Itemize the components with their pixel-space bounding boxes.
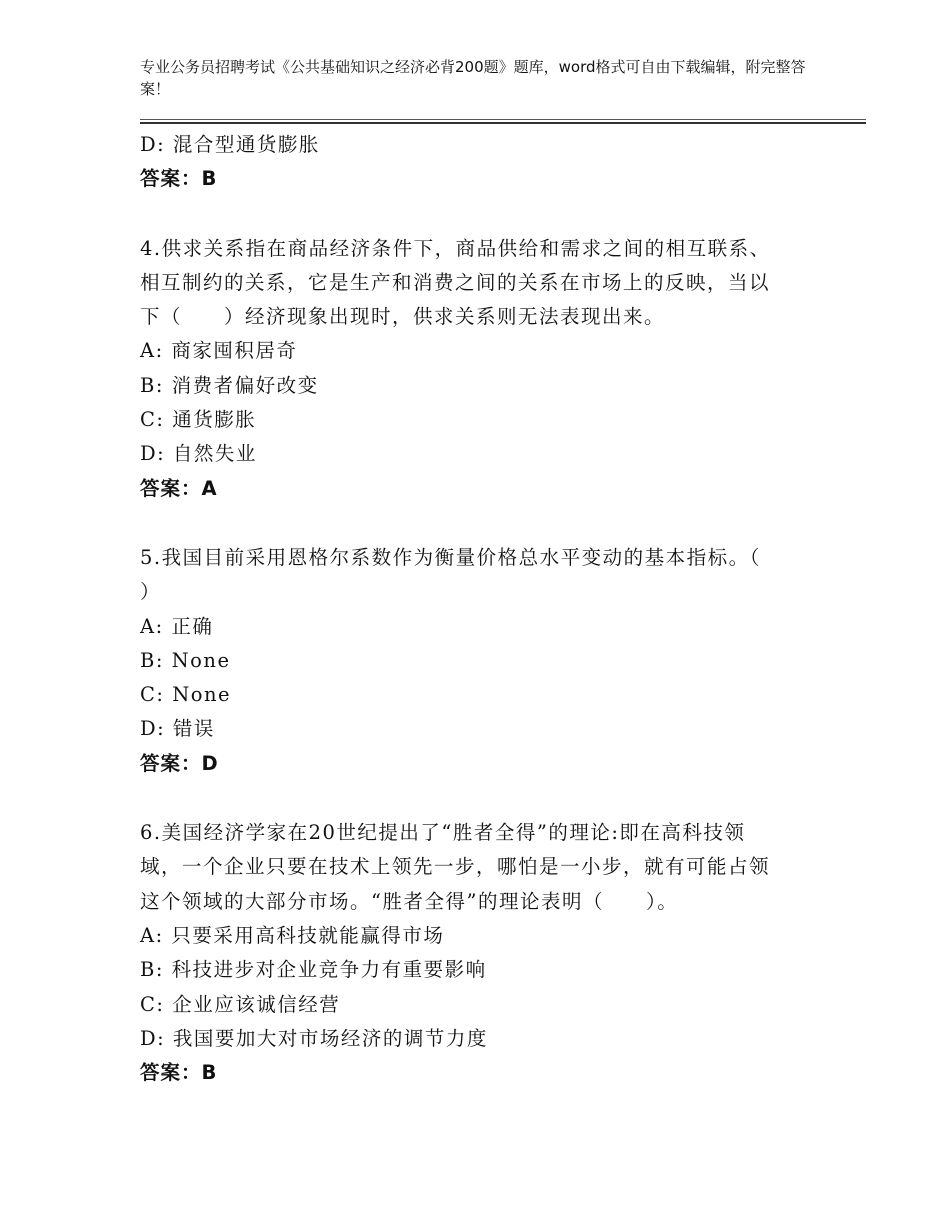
question-stem-line: ） <box>140 580 162 604</box>
option-a: A: 商家囤积居奇 <box>140 339 298 363</box>
option-d: D: 混合型通货膨胀 <box>140 133 320 156</box>
question-stem-line: 下（ ）经济现象出现时，供求关系则无法表现出来。 <box>140 305 666 329</box>
option-a: A: 只要采用高科技就能赢得市场 <box>140 923 445 947</box>
answer-line: 答案：D <box>140 751 219 775</box>
question-stem-line: 5.我国目前采用恩格尔系数作为衡量价格总水平变动的基本指标。（ <box>140 545 761 569</box>
option-b: B: None <box>140 648 231 672</box>
question-list <box>140 128 820 1090</box>
question-stem-line: 域，一个企业只要在技术上领先一步，哪怕是一小步，就有可能占领 <box>140 855 771 879</box>
option-a: A: 正确 <box>140 614 214 638</box>
option-d: D: 错误 <box>140 717 215 741</box>
header-divider-thin <box>140 119 866 120</box>
option-d: D: 我国要加大对市场经济的调节力度 <box>140 1026 488 1050</box>
question-stem-line: 这个领域的大部分市场。“胜者全得”的理论表明（ ）。 <box>140 889 679 913</box>
option-c: C: None <box>140 683 232 707</box>
question-4 <box>140 232 820 506</box>
previous-question-tail <box>140 128 820 197</box>
question-stem-line: 6.美国经济学家在20世纪提出了“胜者全得”的理论:即在高科技领 <box>140 821 746 845</box>
answer-line: 答案：B <box>140 1061 218 1085</box>
header-divider-thick <box>140 122 866 124</box>
option-b: B: 科技进步对企业竞争力有重要影响 <box>140 958 487 982</box>
question-stem-line: 4.供求关系指在商品经济条件下，商品供给和需求之间的相互联系、 <box>140 236 771 260</box>
answer-line: 答案：B <box>140 167 218 191</box>
option-d: D: 自然失业 <box>140 442 257 466</box>
question-5 <box>140 541 820 781</box>
option-c: C: 通货膨胀 <box>140 408 257 432</box>
option-b: B: 消费者偏好改变 <box>140 373 319 397</box>
question-6 <box>140 816 820 1090</box>
document-header: 专业公务员招聘考试《公共基础知识之经济必背200题》题库，word格式可自由下载编辑，附完整答案！ <box>140 58 806 98</box>
answer-line: 答案：A <box>140 476 218 500</box>
question-stem-line: 相互制约的关系，它是生产和消费之间的关系在市场上的反映，当以 <box>140 270 771 294</box>
option-c: C: 企业应该诚信经营 <box>140 992 341 1016</box>
